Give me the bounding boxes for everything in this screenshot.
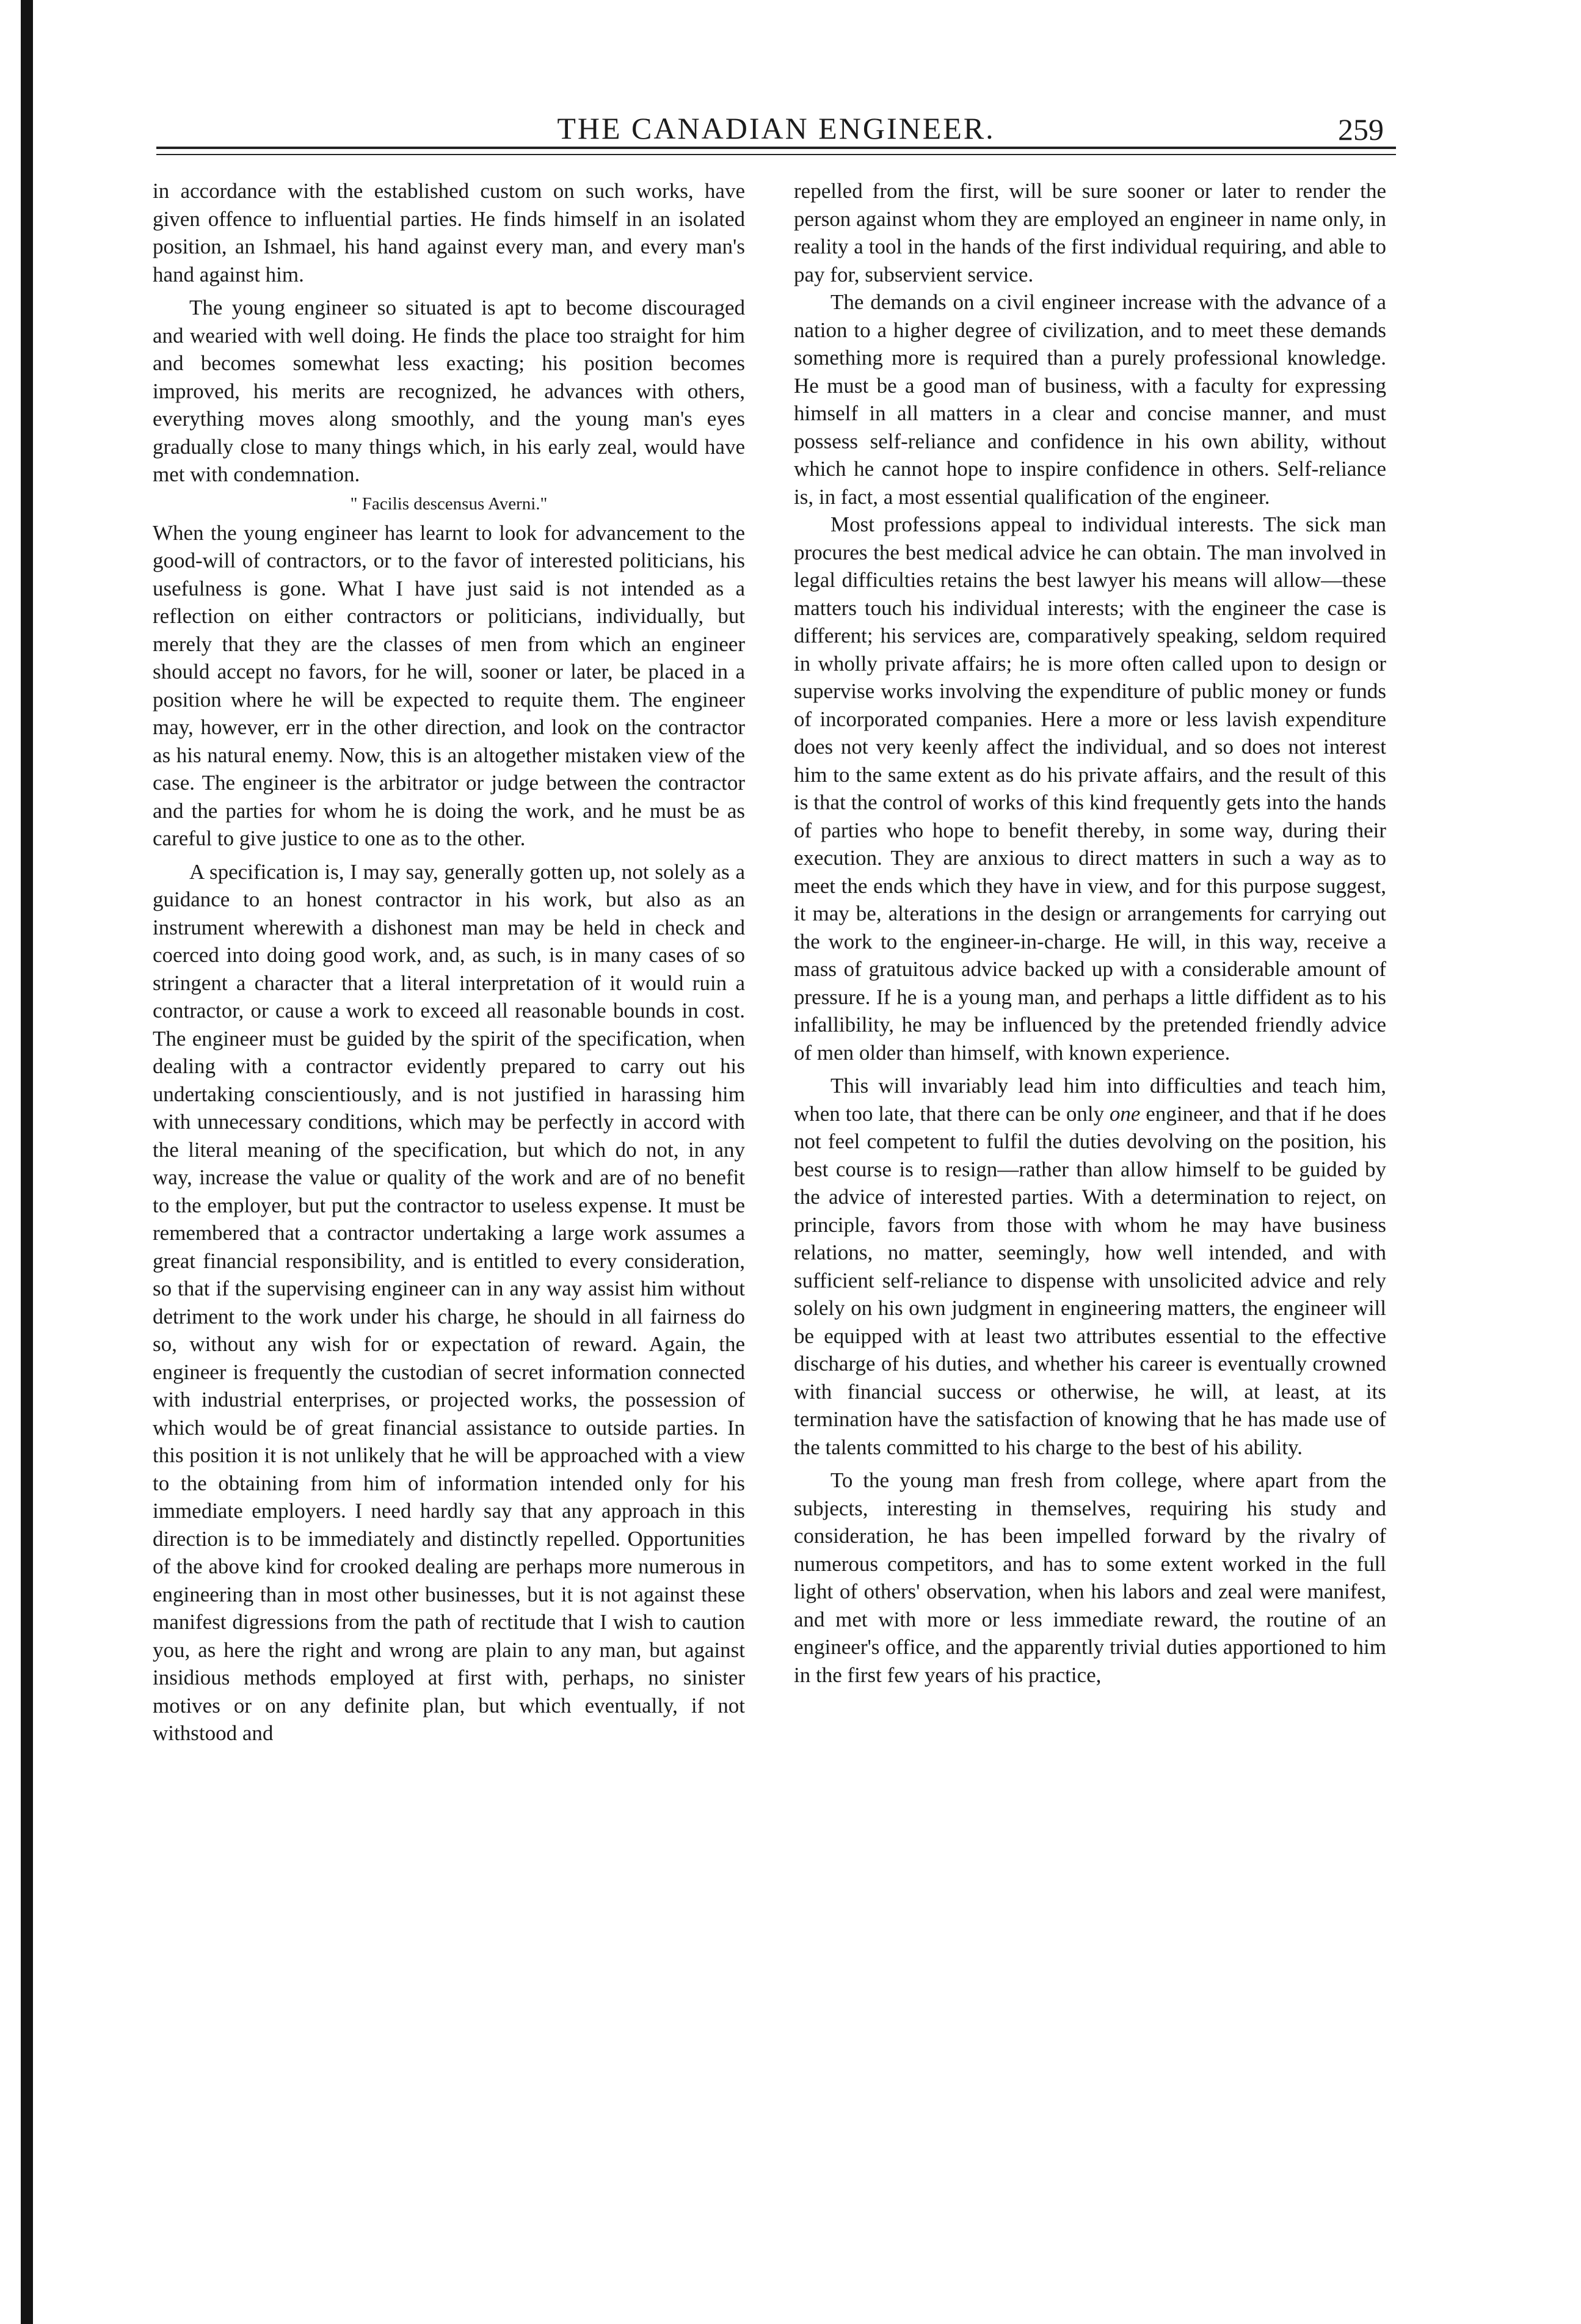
header-rule-thick — [156, 147, 1396, 149]
left-paragraph-1: in accordance with the established custom on such works, have given offence to influential parties. He finds himself in an isolated position, an Ishmael, his hand against every man, and every man's hand against him. — [153, 179, 745, 286]
left-paragraph-2: The young engineer so situated is apt to become discouraged and wearied with well doing. He finds the place too straight for him and becomes somewhat less exacting; his position becomes improved, his merits are recognized, he advances with others, everything moves along smoothly, and the young man's eyes gradually close to many things which, in his early zeal, would have met with condemnation. — [153, 296, 745, 486]
right-paragraph-4 — [794, 1072, 1386, 1461]
right-paragraph-4-end: engineer, and that if he does not feel competent to fulfil the duties devolving on the position, his best course is to resign—rather than allow himself to be guided by the advice of interested parties. With a determination to reject, on principle, favors from those with whom he may have business relations, no matter, seemingly, how well intended, and with sufficient self-reliance to dispense with unsolicited advice and rely solely on his own judgment in engineering matters, the engineer will be equipped with at least two attributes essential to the effective discharge of his duties, and whether his career is eventually crowned with financial success or otherwise, he will, at least, at its termination have the satisfaction of knowing that he has made use of the talents committed to his charge to the best of his ability. — [794, 1101, 1387, 1459]
right-column — [794, 177, 1386, 1689]
left-paragraph-4: A specification is, I may say, generally gotten up, not solely as a guidance to an honest contractor in his work, but also as an instrument wherewith a dishonest man may be held in check and coerced into doing good work, and, as such, is in many cases of so stringent a character that a literal interpretation of it would ruin a contractor, or cause a work to exceed all reasonable bounds in cost. The engineer must be guided by the spirit of the specification, when dealing with a contractor evidently prepared to carry out his undertaking conscientiously, and is not justified in harassing him with unnecessary conditions, which may be perfectly in accord with the literal meaning of the specification, but which do not, in any way, increase the value or quality of the work and are of no benefit to the employer, but put the contractor to useless expense. It must be remembered that a contractor undertaking a large work assumes a great financial responsibility, and is entitled to every consideration, so that if the supervising engineer can in any way assist him without detriment to the work under his charge, he should in all fairness do so, without any wish for or expectation of reward. Again, the engineer is frequently the custodian of secret information connected with industrial enterprises, or projected works, the possession of which would be of great financial assistance to outside parties. In this position it is not unlikely that he will be approached with a view to the obtaining from him of information intended only for his immediate employers. I need hardly say that any approach in this direction is to be immediately and distinctly repelled. Opportunities of the above kind for crooked dealing are perhaps more numerous in engineering than in most other businesses, but it is not against these manifest digressions from the path of rectitude that I wish to caution you, as here the right and wrong are plain to any man, but against insidious methods employed at first with, perhaps, no sinister motives or on any definite plan, but which eventually, if not withstood and — [153, 859, 745, 1745]
journal-title: THE CANADIAN ENGINEER. — [557, 111, 995, 145]
latin-quotation: " Facilis descensus Averni." — [350, 494, 548, 514]
right-paragraph-4-start: This will invariably lead him into difficulties and teach him, when too late, that there can be only — [794, 1074, 1386, 1126]
binding-edge-shadow — [21, 0, 33, 2324]
running-header — [156, 99, 1396, 166]
right-paragraph-3: Most professions appeal to individual interests. The sick man procures the best medical advice he can obtain. The man involved in legal difficulties retains the best lawyer his means will allow—these matters touch his individual interests; with the engineer the case is different; his services are, comparatively speaking, seldom required in wholly private affairs; he is more often called upon to design or supervise works involving the expenditure of public money or funds of incorporated companies. Here a more or less lavish expenditure does not very keenly affect the individual, and so does not interest him to the same extent as do his private affairs, and the result of this is that the control of works of this kind frequently gets into the hands of parties who hope to benefit thereby, in some way, during their execution. They are anxious to direct matters in such a way as to meet the ends which they have in view, and for this purpose suggest, it may be, alterations in the design or arrangements for carrying out the work to the engineer-in-charge. He will, in this way, receive a mass of gratuitous advice backed up with a considerable amount of pressure. If he is a young man, and perhaps a little diffident as to his infallibility, he may be influenced by the pretended friendly advice of men older than himself, with known experience. — [794, 512, 1386, 1065]
emphasis-one: one — [1109, 1101, 1141, 1126]
left-column — [153, 177, 745, 1747]
right-paragraph-5: To the young man fresh from college, where apart from the subjects, interesting in themselves, requiring his study and consideration, he has been impelled forward by the rivalry of numerous competitors, and has to some extent worked in the full light of others' observation, when his labors and zeal were manifest, and met with more or less immediate reward, the routine of an engineer's office, and the apparently trivial duties apportioned to him in the first few years of his practice, — [794, 1468, 1386, 1687]
header-rule-thin — [156, 154, 1396, 155]
right-paragraph-1: repelled from the first, will be sure sooner or later to render the person against whom they are employed an engineer in name only, in reality a tool in the hands of the first individual requiring, and able to pay for, subservient service. — [794, 179, 1386, 286]
page-number: 259 — [1338, 112, 1384, 147]
right-paragraph-2: The demands on a civil engineer increase with the advance of a nation to a higher degree of civilization, and to meet these demands something more is required than a purely professional knowledge. He must be a good man of business, with a faculty for expressing himself in all matters in a clear and concise manner, and must possess self-reliance and confidence in his own ability, without which he cannot hope to inspire confidence in others. Self-reliance is, in fact, a most essential qualification of the engineer. — [794, 290, 1386, 509]
left-paragraph-3: When the young engineer has learnt to look for advancement to the good-will of contractors, or to the favor of interested politicians, his usefulness is gone. What I have just said is not intended as a reflection on either contractors or politicians, individually, but merely that they are the classes of men from which an engineer should accept no favors, for he will, sooner or later, be placed in a position where he will be expected to requite them. The engineer may, however, err in the other direction, and look on the contractor as his natural enemy. Now, this is an altogether mistaken view of the case. The engineer is the arbitrator or judge between the contractor and the parties for whom he is doing the work, and he must be as careful to give justice to one as to the other. — [153, 520, 745, 850]
